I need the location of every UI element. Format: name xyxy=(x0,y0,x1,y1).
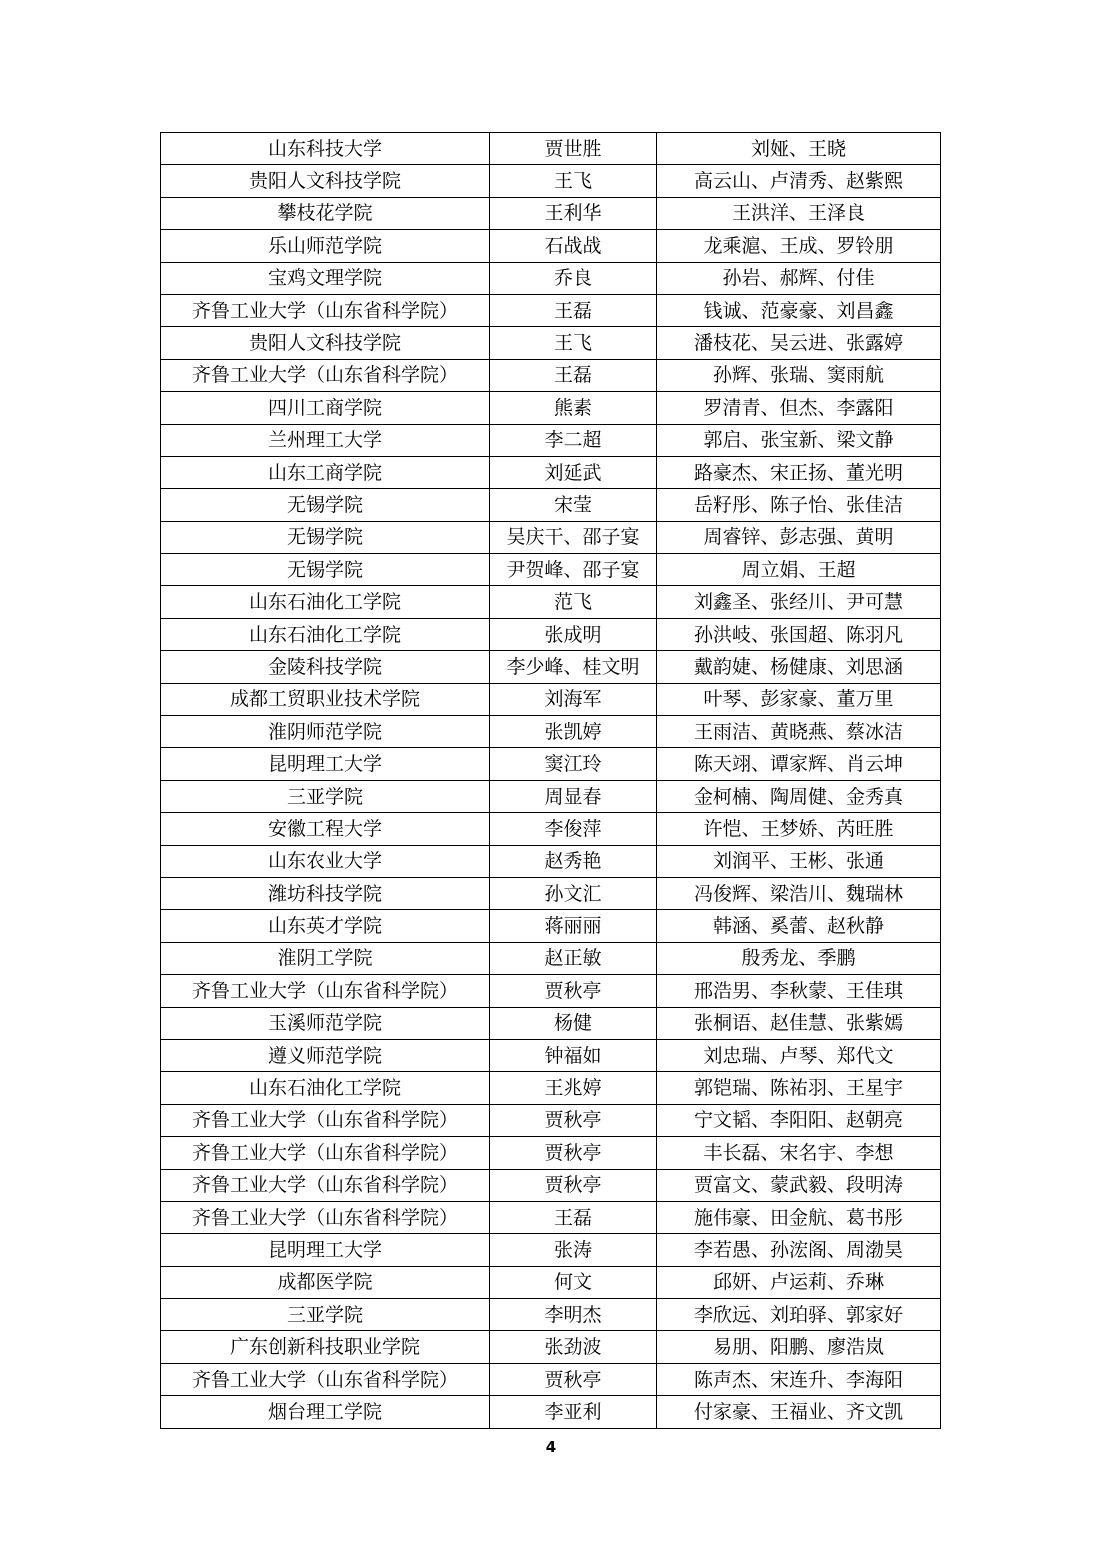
members-cell: 李欣远、刘珀驿、郭家好 xyxy=(657,1299,941,1331)
school-cell: 齐鲁工业大学（山东省科学院） xyxy=(161,359,490,391)
table-row xyxy=(161,975,941,1007)
advisor-cell: 孙文汇 xyxy=(490,877,657,909)
table-row xyxy=(161,197,941,229)
table-body xyxy=(161,133,941,1429)
advisor-cell: 李亚利 xyxy=(490,1396,657,1428)
school-cell: 昆明理工大学 xyxy=(161,1234,490,1266)
school-cell: 金陵科技学院 xyxy=(161,651,490,683)
advisor-cell: 宋莹 xyxy=(490,489,657,521)
advisor-cell: 石战战 xyxy=(490,230,657,262)
school-cell: 贵阳人文科技学院 xyxy=(161,165,490,197)
school-cell: 攀枝花学院 xyxy=(161,197,490,229)
members-cell: 许恺、王梦娇、芮旺胜 xyxy=(657,813,941,845)
advisor-cell: 乔良 xyxy=(490,262,657,294)
table-row xyxy=(161,230,941,262)
members-cell: 罗清青、但杰、李露阳 xyxy=(657,392,941,424)
advisor-cell: 贾秋亭 xyxy=(490,1169,657,1201)
school-cell: 兰州理工大学 xyxy=(161,424,490,456)
members-cell: 孙辉、张瑞、窦雨航 xyxy=(657,359,941,391)
school-cell: 无锡学院 xyxy=(161,489,490,521)
members-cell: 刘忠瑞、卢琴、郑代文 xyxy=(657,1039,941,1071)
table-row xyxy=(161,424,941,456)
table-row xyxy=(161,1363,941,1395)
members-cell: 戴韵婕、杨健康、刘思涵 xyxy=(657,651,941,683)
school-cell: 齐鲁工业大学（山东省科学院） xyxy=(161,975,490,1007)
school-cell: 成都工贸职业技术学院 xyxy=(161,683,490,715)
advisor-cell: 贾世胜 xyxy=(490,133,657,165)
table-row xyxy=(161,748,941,780)
table-row xyxy=(161,1201,941,1233)
advisor-cell: 刘延武 xyxy=(490,456,657,488)
members-cell: 潘枝花、吴云进、张露婷 xyxy=(657,327,941,359)
school-cell: 淮阴师范学院 xyxy=(161,716,490,748)
school-cell: 无锡学院 xyxy=(161,554,490,586)
table-row xyxy=(161,521,941,553)
table-row xyxy=(161,294,941,326)
members-cell: 韩涵、奚蕾、赵秋静 xyxy=(657,910,941,942)
school-cell: 无锡学院 xyxy=(161,521,490,553)
members-cell: 金柯楠、陶周健、金秀真 xyxy=(657,780,941,812)
school-cell: 山东石油化工学院 xyxy=(161,618,490,650)
members-cell: 周睿锌、彭志强、黄明 xyxy=(657,521,941,553)
school-cell: 三亚学院 xyxy=(161,780,490,812)
members-cell: 贾富文、蒙武毅、段明涛 xyxy=(657,1169,941,1201)
school-cell: 烟台理工学院 xyxy=(161,1396,490,1428)
members-cell: 周立娟、王超 xyxy=(657,554,941,586)
members-cell: 王洪洋、王泽良 xyxy=(657,197,941,229)
table-row xyxy=(161,1007,941,1039)
table-row xyxy=(161,456,941,488)
advisor-cell: 吴庆干、邵子宴 xyxy=(490,521,657,553)
members-cell: 李若愚、孙浤阁、周渤昊 xyxy=(657,1234,941,1266)
school-cell: 遵义师范学院 xyxy=(161,1039,490,1071)
advisor-cell: 熊素 xyxy=(490,392,657,424)
advisor-cell: 贾秋亭 xyxy=(490,1104,657,1136)
awards-table xyxy=(160,132,941,1429)
school-cell: 山东农业大学 xyxy=(161,845,490,877)
school-cell: 昆明理工大学 xyxy=(161,748,490,780)
members-cell: 刘娅、王晓 xyxy=(657,133,941,165)
members-cell: 郭启、张宝新、梁文静 xyxy=(657,424,941,456)
members-cell: 易朋、阳鹏、廖浩岚 xyxy=(657,1331,941,1363)
table-row xyxy=(161,716,941,748)
table-row xyxy=(161,586,941,618)
table-row xyxy=(161,133,941,165)
advisor-cell: 李二超 xyxy=(490,424,657,456)
table-row xyxy=(161,1072,941,1104)
members-cell: 陈天翊、谭家辉、肖云坤 xyxy=(657,748,941,780)
advisor-cell: 赵正敏 xyxy=(490,942,657,974)
school-cell: 四川工商学院 xyxy=(161,392,490,424)
table-row xyxy=(161,942,941,974)
school-cell: 安徽工程大学 xyxy=(161,813,490,845)
table-row xyxy=(161,780,941,812)
advisor-cell: 王磊 xyxy=(490,1201,657,1233)
school-cell: 齐鲁工业大学（山东省科学院） xyxy=(161,1137,490,1169)
table-row xyxy=(161,618,941,650)
school-cell: 三亚学院 xyxy=(161,1299,490,1331)
advisor-cell: 贾秋亭 xyxy=(490,975,657,1007)
members-cell: 刘鑫圣、张经川、尹可慧 xyxy=(657,586,941,618)
advisor-cell: 王利华 xyxy=(490,197,657,229)
school-cell: 淮阴工学院 xyxy=(161,942,490,974)
advisor-cell: 周显春 xyxy=(490,780,657,812)
members-cell: 邢浩男、李秋蒙、王佳琪 xyxy=(657,975,941,1007)
table-row xyxy=(161,554,941,586)
school-cell: 齐鲁工业大学（山东省科学院） xyxy=(161,1169,490,1201)
table-row xyxy=(161,327,941,359)
members-cell: 钱诚、范豪豪、刘昌鑫 xyxy=(657,294,941,326)
table-row xyxy=(161,1169,941,1201)
advisor-cell: 赵秀艳 xyxy=(490,845,657,877)
table-row xyxy=(161,651,941,683)
advisor-cell: 窦江玲 xyxy=(490,748,657,780)
school-cell: 山东石油化工学院 xyxy=(161,1072,490,1104)
advisor-cell: 王飞 xyxy=(490,165,657,197)
members-cell: 冯俊辉、梁浩川、魏瑞林 xyxy=(657,877,941,909)
table-row xyxy=(161,845,941,877)
members-cell: 陈声杰、宋连升、李海阳 xyxy=(657,1363,941,1395)
members-cell: 付家豪、王福业、齐文凯 xyxy=(657,1396,941,1428)
advisor-cell: 贾秋亭 xyxy=(490,1363,657,1395)
members-cell: 郭铠瑞、陈祐羽、王星宇 xyxy=(657,1072,941,1104)
table-row xyxy=(161,1104,941,1136)
table-row xyxy=(161,1266,941,1298)
table-row xyxy=(161,1137,941,1169)
members-cell: 路豪杰、宋正扬、董光明 xyxy=(657,456,941,488)
members-cell: 高云山、卢清秀、赵紫熙 xyxy=(657,165,941,197)
members-cell: 殷秀龙、季鹏 xyxy=(657,942,941,974)
advisor-cell: 刘海军 xyxy=(490,683,657,715)
school-cell: 贵阳人文科技学院 xyxy=(161,327,490,359)
members-cell: 刘润平、王彬、张通 xyxy=(657,845,941,877)
advisor-cell: 何文 xyxy=(490,1266,657,1298)
advisor-cell: 张涛 xyxy=(490,1234,657,1266)
school-cell: 齐鲁工业大学（山东省科学院） xyxy=(161,294,490,326)
table-row xyxy=(161,1396,941,1428)
advisor-cell: 李俊萍 xyxy=(490,813,657,845)
advisor-cell: 尹贺峰、邵子宴 xyxy=(490,554,657,586)
school-cell: 山东科技大学 xyxy=(161,133,490,165)
advisor-cell: 张凯婷 xyxy=(490,716,657,748)
page-number: 4 xyxy=(545,1438,557,1456)
table-row xyxy=(161,877,941,909)
table-row xyxy=(161,1299,941,1331)
advisor-cell: 李明杰 xyxy=(490,1299,657,1331)
table-row xyxy=(161,359,941,391)
members-cell: 岳籽彤、陈子怡、张佳洁 xyxy=(657,489,941,521)
members-cell: 孙洪岐、张国超、陈羽凡 xyxy=(657,618,941,650)
table-row xyxy=(161,910,941,942)
members-cell: 邱妍、卢运莉、乔琳 xyxy=(657,1266,941,1298)
members-cell: 孙岩、郝辉、付佳 xyxy=(657,262,941,294)
table-row xyxy=(161,392,941,424)
school-cell: 山东工商学院 xyxy=(161,456,490,488)
school-cell: 玉溪师范学院 xyxy=(161,1007,490,1039)
advisor-cell: 范飞 xyxy=(490,586,657,618)
table-row xyxy=(161,683,941,715)
advisor-cell: 王磊 xyxy=(490,359,657,391)
advisor-cell: 贾秋亭 xyxy=(490,1137,657,1169)
advisor-cell: 王飞 xyxy=(490,327,657,359)
members-cell: 施伟豪、田金航、葛书彤 xyxy=(657,1201,941,1233)
table-row xyxy=(161,262,941,294)
school-cell: 乐山师范学院 xyxy=(161,230,490,262)
advisor-cell: 李少峰、桂文明 xyxy=(490,651,657,683)
school-cell: 齐鲁工业大学（山东省科学院） xyxy=(161,1201,490,1233)
school-cell: 成都医学院 xyxy=(161,1266,490,1298)
table-row xyxy=(161,489,941,521)
school-cell: 广东创新科技职业学院 xyxy=(161,1331,490,1363)
advisor-cell: 钟福如 xyxy=(490,1039,657,1071)
table-row xyxy=(161,813,941,845)
members-cell: 王雨洁、黄晓燕、蔡冰洁 xyxy=(657,716,941,748)
school-cell: 山东英才学院 xyxy=(161,910,490,942)
school-cell: 齐鲁工业大学（山东省科学院） xyxy=(161,1104,490,1136)
members-cell: 丰长磊、宋名宇、李想 xyxy=(657,1137,941,1169)
members-cell: 张桐语、赵佳慧、张紫嫣 xyxy=(657,1007,941,1039)
advisor-cell: 张成明 xyxy=(490,618,657,650)
school-cell: 宝鸡文理学院 xyxy=(161,262,490,294)
school-cell: 山东石油化工学院 xyxy=(161,586,490,618)
school-cell: 潍坊科技学院 xyxy=(161,877,490,909)
advisor-cell: 王兆婷 xyxy=(490,1072,657,1104)
advisor-cell: 蒋丽丽 xyxy=(490,910,657,942)
table-row xyxy=(161,165,941,197)
advisor-cell: 王磊 xyxy=(490,294,657,326)
advisor-cell: 张劲波 xyxy=(490,1331,657,1363)
school-cell: 齐鲁工业大学（山东省科学院） xyxy=(161,1363,490,1395)
table-row xyxy=(161,1039,941,1071)
table-row xyxy=(161,1234,941,1266)
members-cell: 龙乘滬、王成、罗铃朋 xyxy=(657,230,941,262)
advisor-cell: 杨健 xyxy=(490,1007,657,1039)
members-cell: 叶琴、彭家豪、董万里 xyxy=(657,683,941,715)
table-row xyxy=(161,1331,941,1363)
members-cell: 宁文韬、李阳阳、赵朝亮 xyxy=(657,1104,941,1136)
